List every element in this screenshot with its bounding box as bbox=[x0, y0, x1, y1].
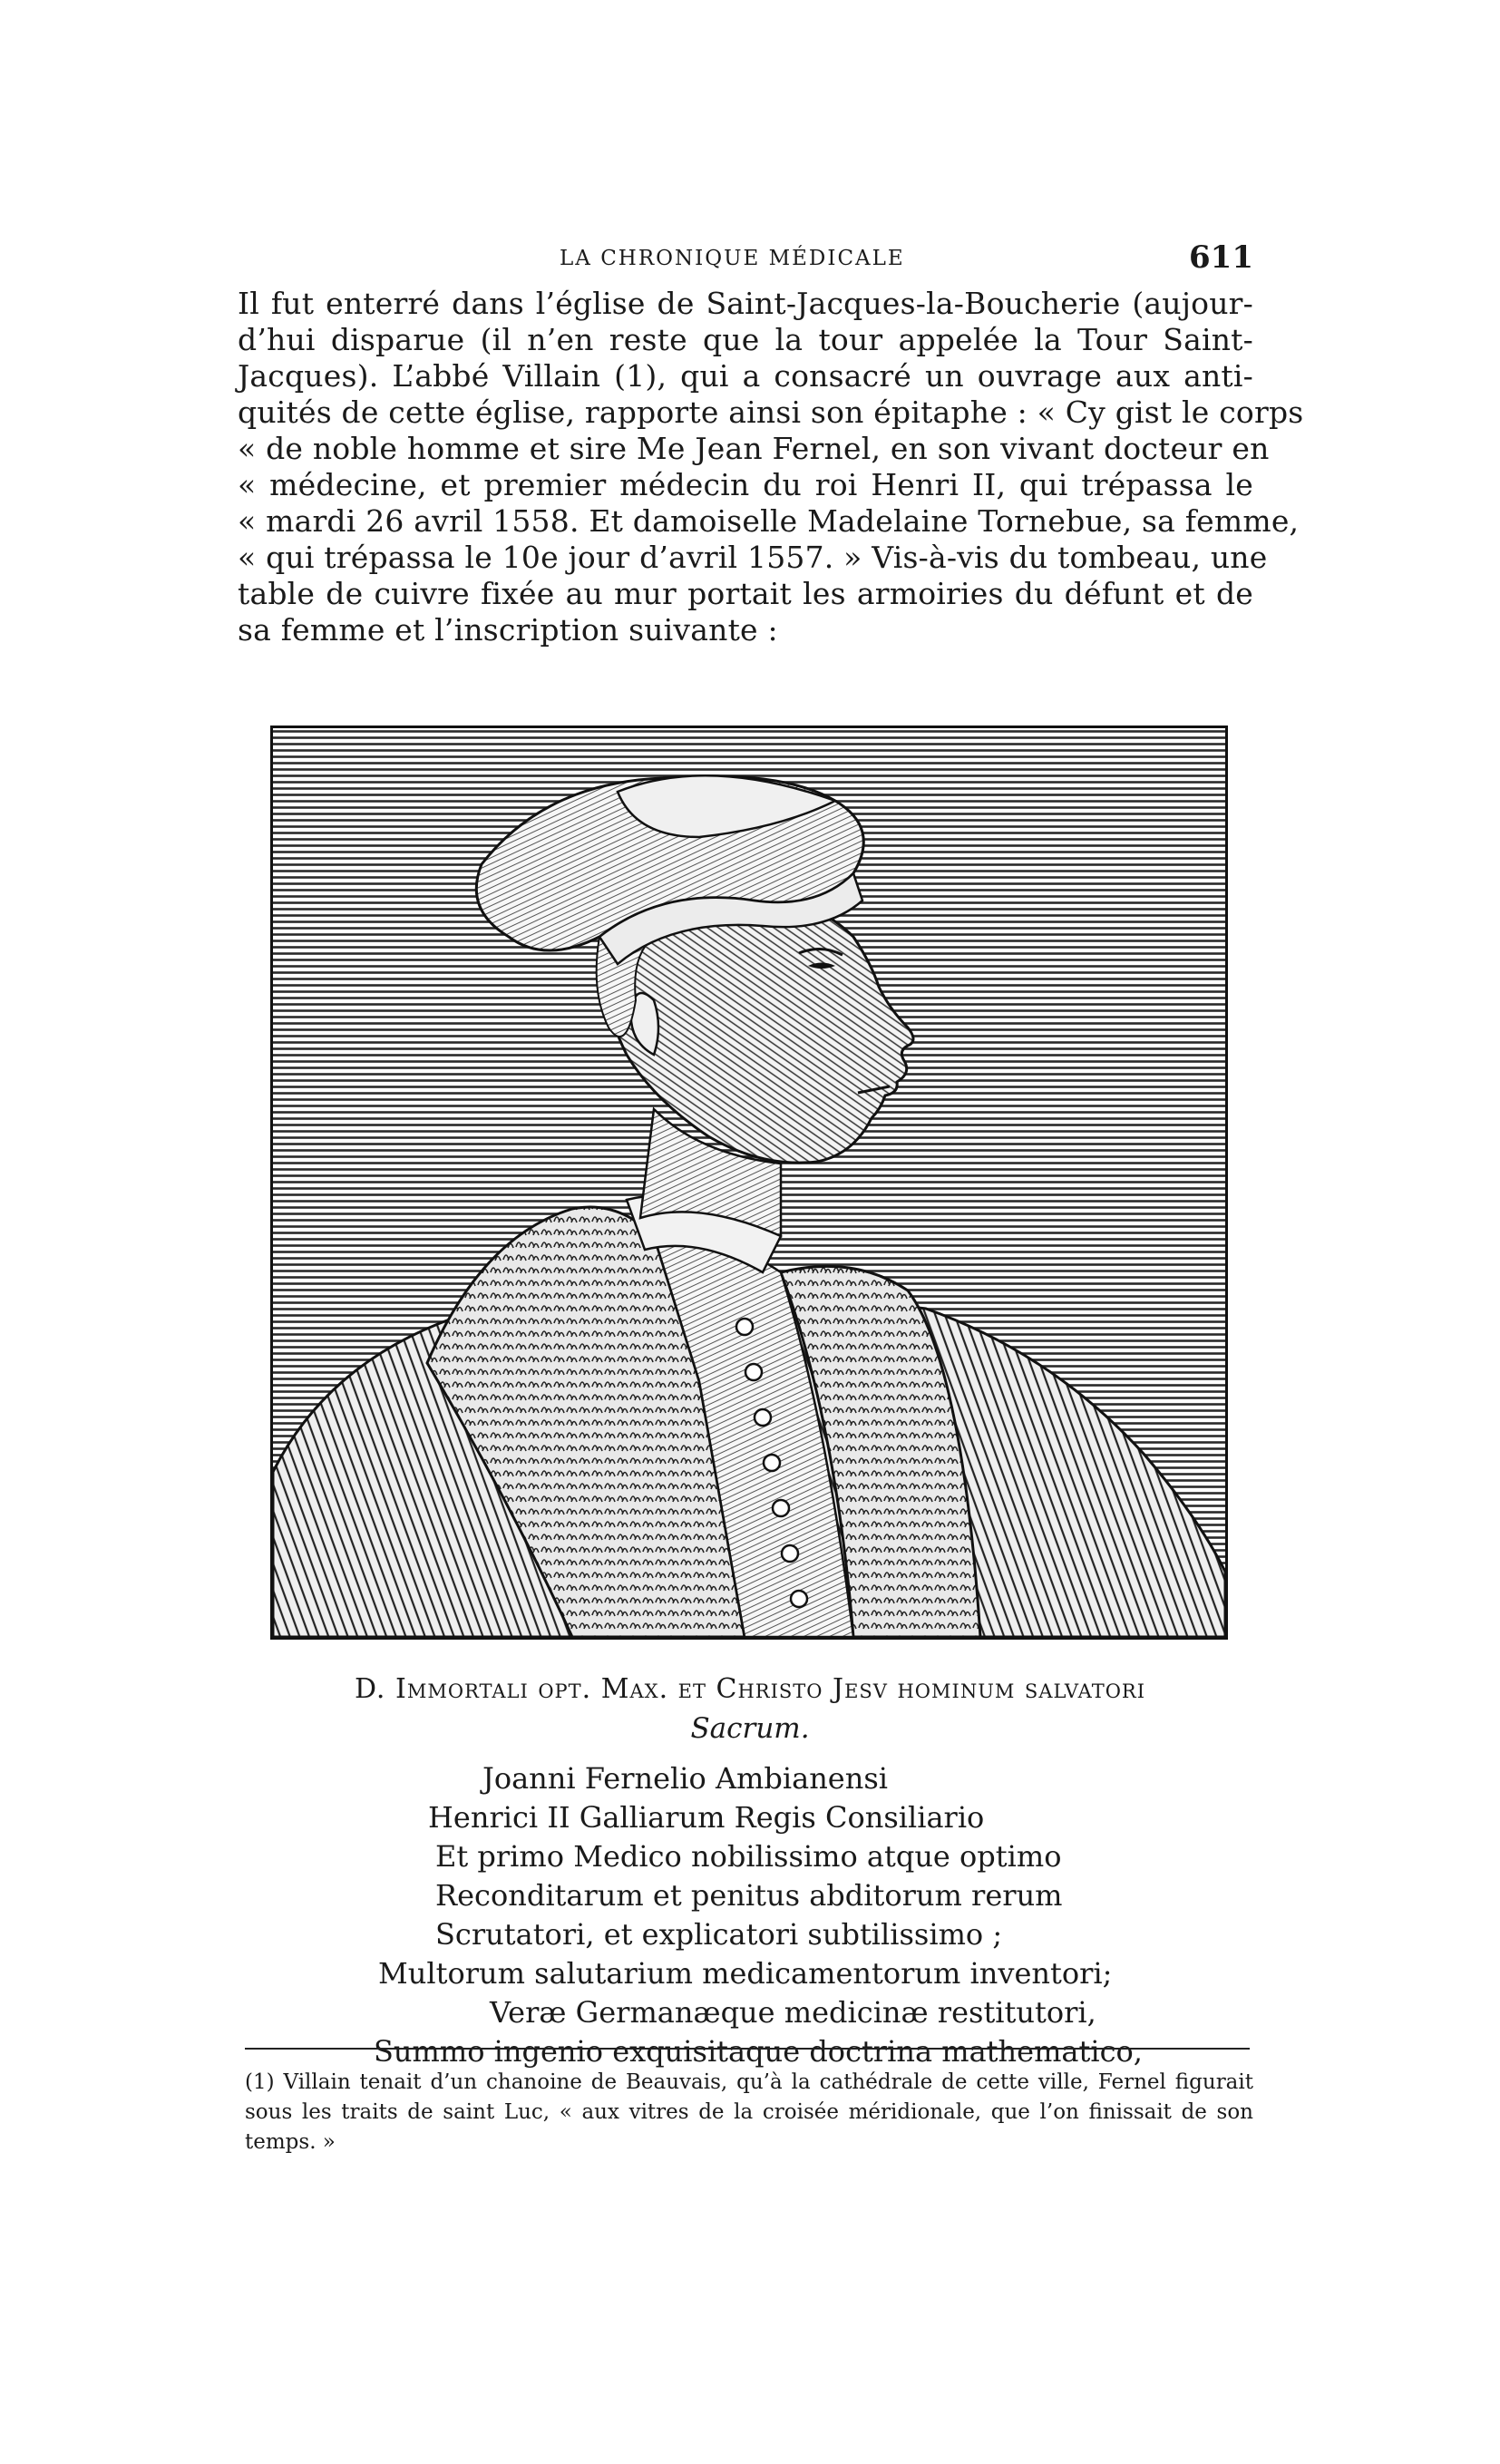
epitaph-line: Joanni Fernelio Ambianensi bbox=[482, 1761, 888, 1796]
body-line: quités de cette église, rapporte ainsi son épitaphe : « Cy gist le corps bbox=[238, 394, 1304, 430]
body-line: d’hui disparue (il n’en reste que la tour appelée la Tour Saint- bbox=[238, 322, 1253, 357]
inscription-heading bbox=[238, 1673, 1262, 1705]
epitaph-line: Veræ Germanæque medicinæ restitutori, bbox=[490, 1995, 1096, 2030]
body-line: « médecine, et premier médecin du roi Henri II, qui trépassa le bbox=[238, 467, 1253, 502]
body-line: « mardi 26 avril 1558. Et damoiselle Madelaine Tornebue, sa femme, bbox=[238, 503, 1300, 539]
body-paragraph bbox=[238, 286, 1304, 648]
body-line: « qui trépassa le 10e jour d’avril 1557. » Vis-à-vis du tombeau, une bbox=[238, 540, 1268, 575]
page-number: 611 bbox=[1189, 239, 1253, 276]
footnote-rule bbox=[245, 2048, 1250, 2050]
portrait-engraving bbox=[273, 728, 1225, 1637]
epitaph-line: Scrutatori, et explicatori subtilissimo ; bbox=[435, 1917, 1003, 1952]
epitaph-line: Summo ingenio exquisitaque doctrina mathematico, bbox=[374, 2034, 1143, 2069]
body-line: table de cuivre fixée au mur portait les armoiries du défunt et de bbox=[238, 576, 1253, 611]
body-line: Jacques). L’abbé Villain (1), qui a consacré un ouvrage aux anti- bbox=[238, 358, 1253, 394]
body-line: « de noble homme et sire Me Jean Fernel, en son vivant docteur en bbox=[238, 431, 1270, 466]
epitaph-line: Henrici II Galliarum Regis Consiliario bbox=[428, 1800, 985, 1835]
body-line: Il fut enterré dans l’église de Saint-Jacques-la-Boucherie (aujour- bbox=[238, 286, 1253, 321]
epitaph-line: Multorum salutarium medicamentorum inventori; bbox=[378, 1956, 1113, 1991]
footnote: (1) Villain tenait d’un chanoine de Beauvais, qu’à la cathédrale de cette ville, Fernel figurait sous les traits de saint Luc, « aux vitres de la croisée méridionale, que l’on finissait de son temps. » bbox=[245, 2070, 1253, 2154]
body-line: sa femme et l’inscription suivante : bbox=[238, 612, 778, 648]
inscription-subtitle: Sacrum. bbox=[690, 1712, 810, 1745]
running-head bbox=[238, 239, 1253, 283]
engraved-portrait bbox=[270, 726, 1228, 1640]
epitaph-line: Et primo Medico nobilissimo atque optimo bbox=[435, 1839, 1062, 1874]
inscription-title: D. Immortali opt. Max. et Christo Jesv hominum salvatori bbox=[354, 1673, 1146, 1705]
epitaph-line: Reconditarum et penitus abditorum rerum bbox=[435, 1878, 1063, 1913]
running-title: LA CHRONIQUE MÉDICALE bbox=[560, 247, 905, 270]
